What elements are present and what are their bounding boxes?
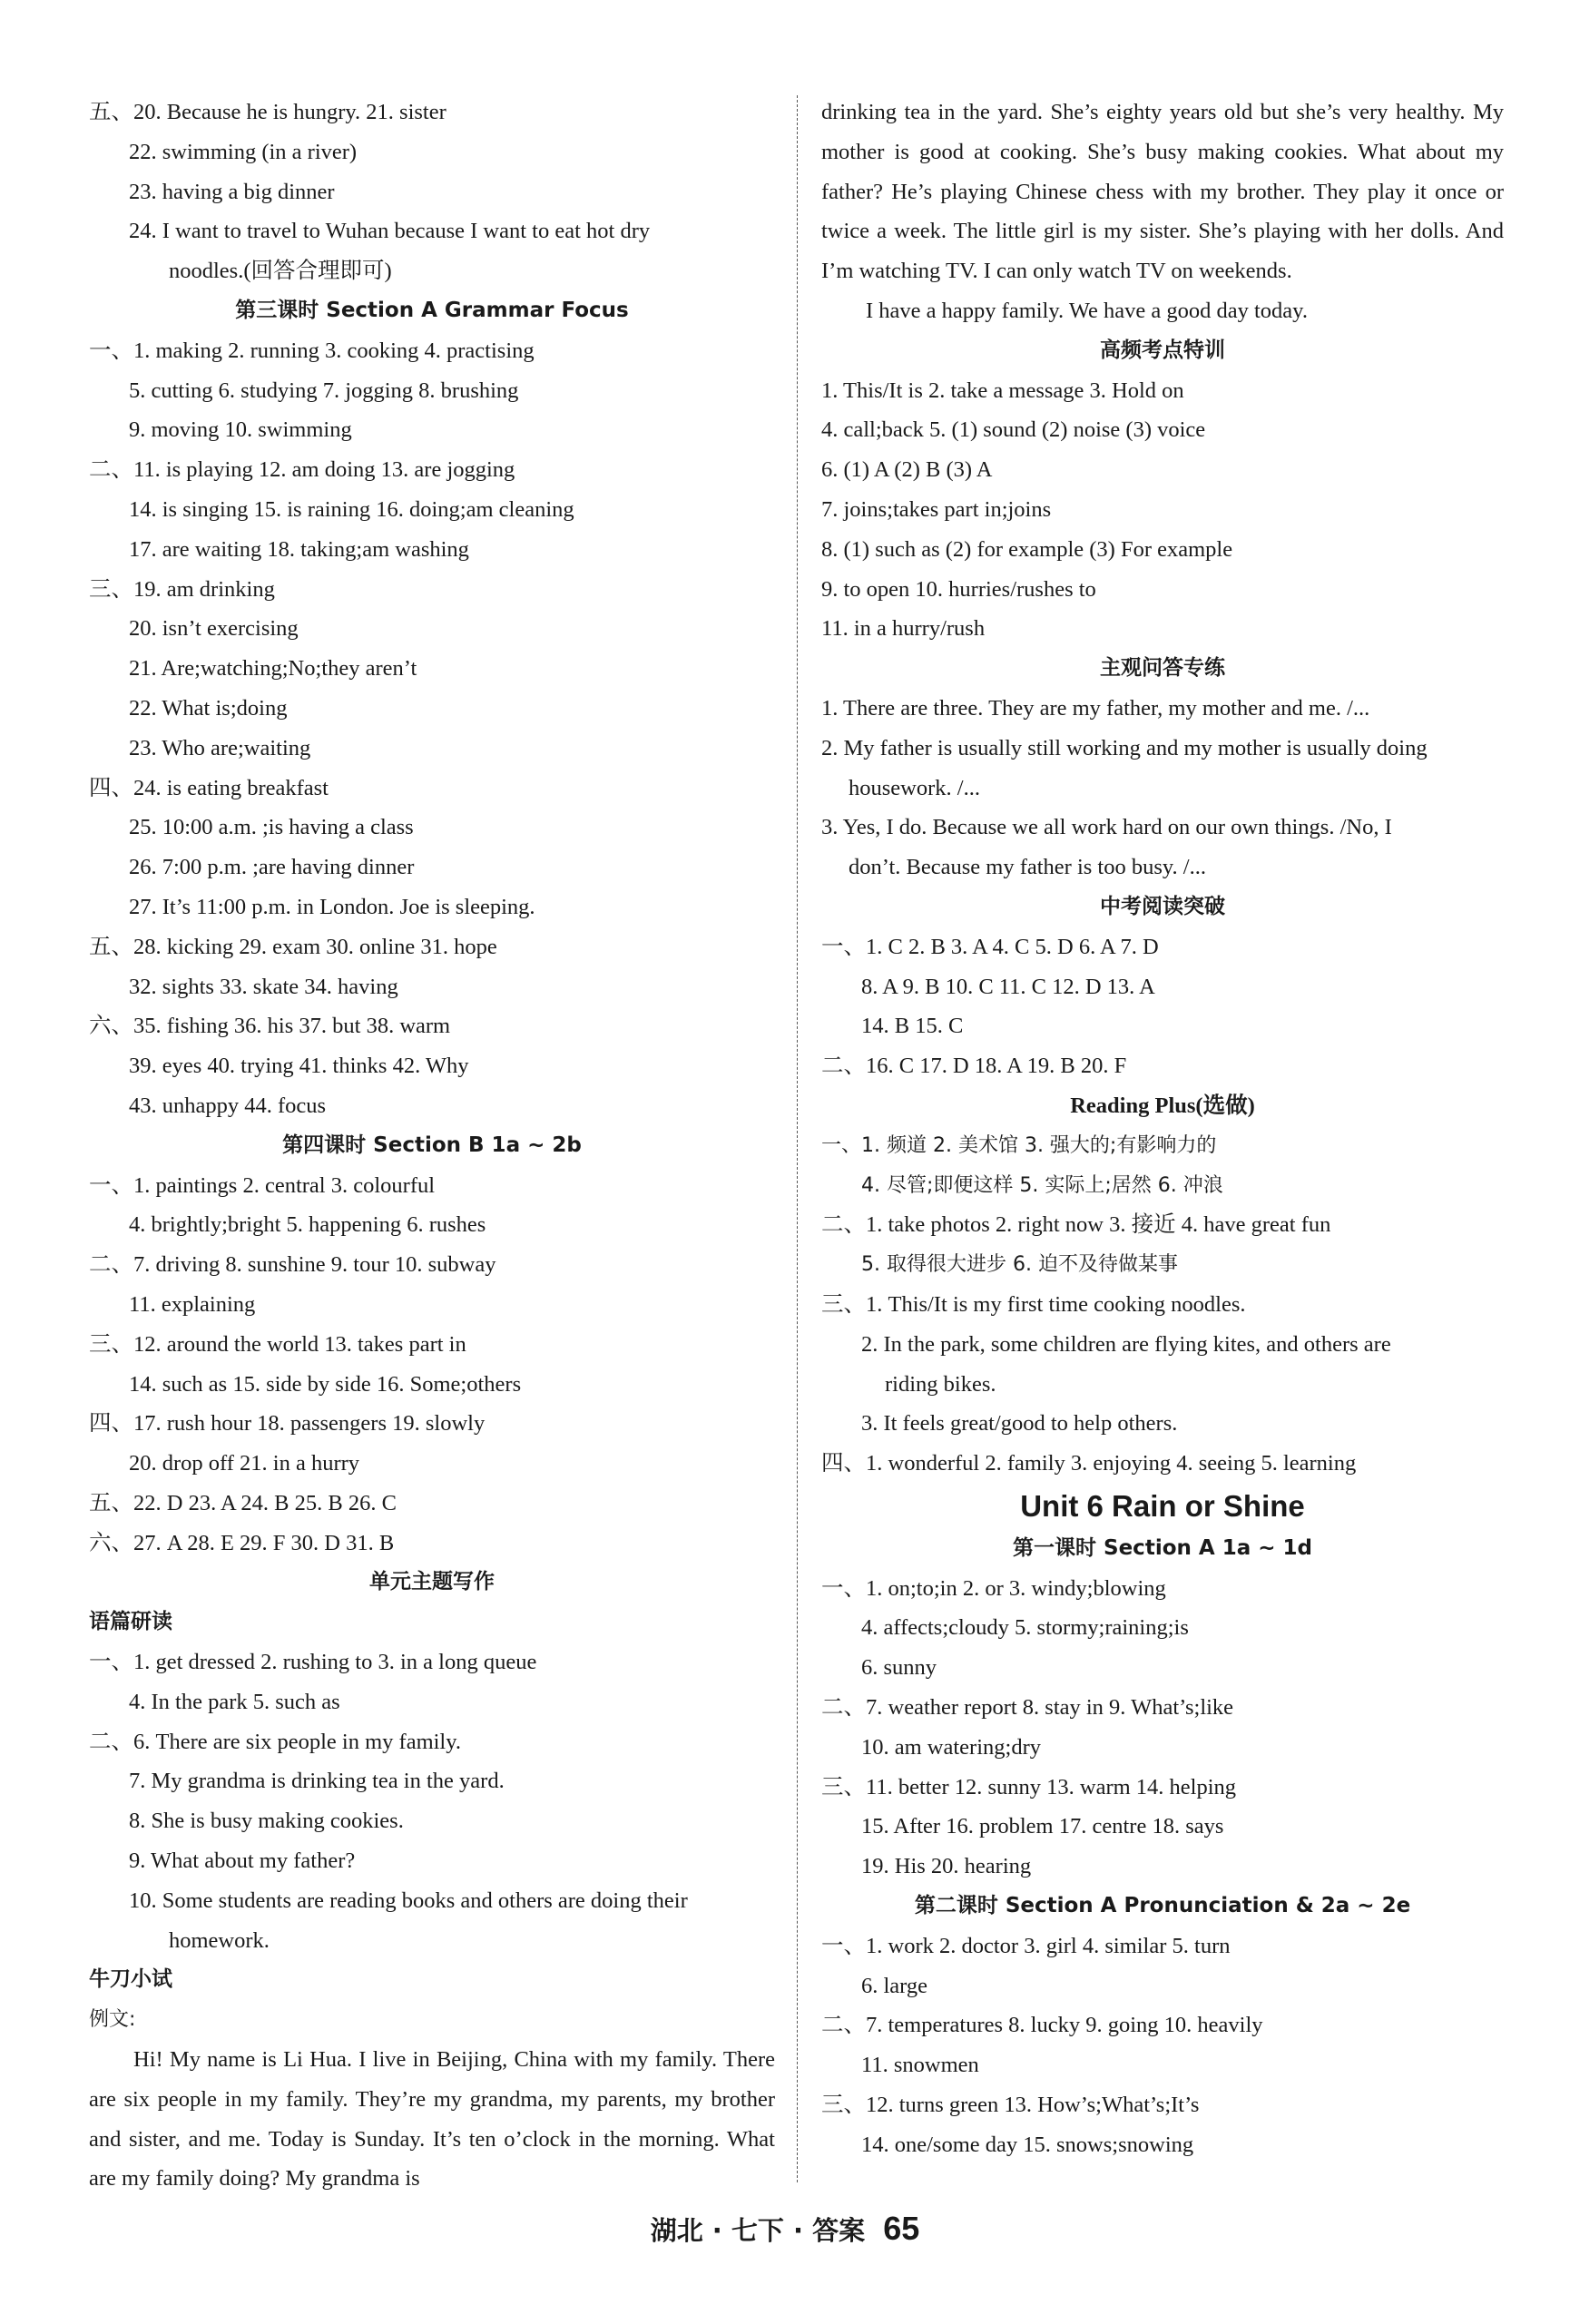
answer-line: 二、16. C 17. D 18. A 19. B 20. F xyxy=(821,1054,1127,1079)
answer-line: 6. (1) A (2) B (3) A xyxy=(821,457,993,483)
answer-line: 14. is singing 15. is raining 16. doing;am cleaning xyxy=(129,496,574,522)
sample-label: 例文: xyxy=(89,2008,136,2032)
answer-line: housework. /... xyxy=(849,775,980,800)
answer-line: 39. eyes 40. trying 41. thinks 42. Why xyxy=(129,1054,469,1079)
answer-line: 22. What is;doing xyxy=(129,695,288,721)
answer-line: 五、28. kicking 29. exam 30. online 31. hope xyxy=(89,934,497,959)
answer-line: 6. large xyxy=(861,1973,928,1998)
answer-line: 三、19. am drinking xyxy=(89,576,275,602)
answer-line: 4. In the park 5. such as xyxy=(129,1689,340,1714)
answer-line: 3. Yes, I do. Because we all work hard on our own things. /No, I xyxy=(821,815,1392,840)
answer-line: 11. explaining xyxy=(129,1291,256,1317)
answer-line: 一、1. on;to;in 2. or 3. windy;blowing xyxy=(821,1575,1166,1601)
answer-line: 22. swimming (in a river) xyxy=(129,139,358,164)
answer-line: 二、7. temperatures 8. lucky 9. going 10. heavily xyxy=(821,2013,1263,2038)
answer-line: 20. drop off 21. in a hurry xyxy=(129,1451,360,1476)
answer-line: 四、24. is eating breakfast xyxy=(89,775,329,800)
section-heading: 单元主题写作 xyxy=(369,1570,495,1594)
answer-line: 二、7. weather report 8. stay in 9. What’s;like xyxy=(821,1695,1234,1721)
answer-line: 23. having a big dinner xyxy=(129,179,335,204)
unit-title: Unit 6 Rain or Shine xyxy=(1020,1488,1305,1523)
answer-line: riding bikes. xyxy=(885,1371,996,1397)
subsection-heading: 牛刀小试 xyxy=(89,1967,172,1992)
answer-line: 26. 7:00 p.m. ;are having dinner xyxy=(129,855,415,880)
answer-line: 1. This/It is 2. take a message 3. Hold on xyxy=(821,378,1184,403)
answer-line: 一、1. C 2. B 3. A 4. C 5. D 6. A 7. D xyxy=(821,934,1159,959)
answer-line: 4. call;back 5. (1) sound (2) noise (3) voice xyxy=(821,417,1206,443)
answer-line: 7. My grandma is drinking tea in the yard. xyxy=(129,1769,505,1794)
answer-line: 8. A 9. B 10. C 11. C 12. D 13. A xyxy=(861,974,1155,999)
answer-line: 9. moving 10. swimming xyxy=(129,417,352,443)
answer-line: 三、11. better 12. sunny 13. warm 14. helping xyxy=(821,1774,1237,1799)
answer-line: 11. snowmen xyxy=(861,2053,979,2078)
answer-line: 10. am watering;dry xyxy=(861,1734,1041,1760)
page-number: 65 xyxy=(883,2210,920,2247)
answer-line: 2. In the park, some children are flying kites, and others are xyxy=(861,1331,1391,1357)
answer-line: 五、22. D 23. A 24. B 25. B 26. C xyxy=(89,1490,397,1515)
subsection-heading: 语篇研读 xyxy=(89,1610,172,1634)
answer-line: 9. to open 10. hurries/rushes to xyxy=(821,576,1096,602)
answer-line: 4. 尽管;即便这样 5. 实际上;居然 6. 冲浪 xyxy=(861,1173,1223,1197)
answer-line: 21. Are;watching;No;they aren’t xyxy=(129,656,417,682)
answer-line: 43. unhappy 44. focus xyxy=(129,1093,327,1118)
answer-line: don’t. Because my father is too busy. /... xyxy=(849,855,1206,880)
section-heading: 主观问答专练 xyxy=(1100,656,1225,681)
answer-line: 六、35. fishing 36. his 37. but 38. warm xyxy=(89,1014,451,1039)
answer-line: homework. xyxy=(169,1927,270,1953)
answer-line: 三、12. turns green 13. How’s;What’s;It’s xyxy=(821,2093,1200,2118)
answer-line: 1. There are three. They are my father, my mother and me. /... xyxy=(821,695,1370,721)
answer-line: 27. It’s 11:00 p.m. in London. Joe is sleeping. xyxy=(129,894,535,919)
page-footer xyxy=(0,2210,1570,2248)
answer-line: 14. such as 15. side by side 16. Some;others xyxy=(129,1371,522,1397)
right-column xyxy=(821,93,1504,2165)
answer-line: 8. (1) such as (2) for example (3) For example xyxy=(821,536,1233,562)
answer-line: 14. B 15. C xyxy=(861,1014,964,1039)
sample-essay-continued: drinking tea in the yard. She’s eighty years old but she’s very healthy. My mother is good at cooking. She’s busy making cookies. What about my father? He’s playing Chinese chess with my brother. They play it once or twice a week. The little girl is my sister. She’s playing with her dolls. And I’m watching TV. I can only watch TV on weekends. xyxy=(821,100,1504,284)
answer-line: 7. joins;takes part in;joins xyxy=(821,496,1052,522)
section-heading: 第二课时 Section A Pronunciation & 2a ~ 2e xyxy=(914,1894,1411,1918)
answer-line: 5. cutting 6. studying 7. jogging 8. brushing xyxy=(129,378,519,403)
answer-line: 19. His 20. hearing xyxy=(861,1854,1032,1879)
answer-line: 一、1. work 2. doctor 3. girl 4. similar 5. turn xyxy=(821,1933,1231,1958)
answer-line: 32. sights 33. skate 34. having xyxy=(129,974,398,999)
section-heading: 第三课时 Section A Grammar Focus xyxy=(235,298,629,322)
answer-line: 4. brightly;bright 5. happening 6. rushes xyxy=(129,1212,486,1238)
answer-line: 10. Some students are reading books and others are doing their xyxy=(129,1888,688,1913)
answer-line: 二、1. take photos 2. right now 3. 接近 4. have great fun xyxy=(821,1212,1331,1238)
answer-line: 一、1. making 2. running 3. cooking 4. practising xyxy=(89,338,535,363)
section-heading: 高频考点特训 xyxy=(1100,338,1225,362)
answer-line: 三、1. This/It is my first time cooking noodles. xyxy=(821,1291,1246,1317)
footer-label: 湖北 · 七下 · 答案 xyxy=(650,2215,866,2246)
sample-essay-ending: I have a happy family. We have a good day today. xyxy=(866,298,1308,323)
left-column xyxy=(89,93,775,2199)
answer-line: 23. Who are;waiting xyxy=(129,735,311,760)
answer-line: 17. are waiting 18. taking;am washing xyxy=(129,536,469,562)
section-heading: 中考阅读突破 xyxy=(1100,894,1225,918)
answer-line: 二、7. driving 8. sunshine 9. tour 10. subway xyxy=(89,1252,496,1278)
answer-line: 24. I want to travel to Wuhan because I want to eat hot dry xyxy=(129,219,651,244)
answer-line: 6. sunny xyxy=(861,1655,937,1681)
answer-line: 一、1. paintings 2. central 3. colourful xyxy=(89,1172,436,1198)
answer-line: 3. It feels great/good to help others. xyxy=(861,1411,1178,1437)
answer-line: 8. She is busy making cookies. xyxy=(129,1809,404,1834)
answer-line: 一、1. 频道 2. 美术馆 3. 强大的;有影响力的 xyxy=(821,1133,1217,1157)
section-heading: 第四课时 Section B 1a ~ 2b xyxy=(282,1133,582,1157)
answer-line: 15. After 16. problem 17. centre 18. says xyxy=(861,1814,1224,1839)
column-divider xyxy=(797,95,798,2182)
answer-line: 4. affects;cloudy 5. stormy;raining;is xyxy=(861,1615,1189,1641)
answer-line: 11. in a hurry/rush xyxy=(821,616,986,642)
answer-line: noodles.(回答合理即可) xyxy=(169,259,392,284)
answer-line: 四、1. wonderful 2. family 3. enjoying 4. seeing 5. learning xyxy=(821,1451,1357,1476)
answer-line: 5. 取得很大进步 6. 迫不及待做某事 xyxy=(861,1253,1178,1277)
answer-line: 六、27. A 28. E 29. F 30. D 31. B xyxy=(89,1530,395,1555)
answer-line: 20. isn’t exercising xyxy=(129,616,299,642)
answer-line: 二、11. is playing 12. am doing 13. are jogging xyxy=(89,457,515,483)
sample-essay: Hi! My name is Li Hua. I live in Beijing, China with my family. There are six people in my family. They’re my grandma, my parents, my brother and sister, and me. Today is Sunday. It’s ten o’clock in the morning. What are my family doing? My grandma is xyxy=(89,2047,775,2192)
answer-line: 三、12. around the world 13. takes part in xyxy=(89,1331,466,1357)
answer-line: 25. 10:00 a.m. ;is having a class xyxy=(129,815,414,840)
section-heading: 第一课时 Section A 1a ~ 1d xyxy=(1013,1535,1312,1560)
answer-line: 2. My father is usually still working and my mother is usually doing xyxy=(821,735,1428,760)
answer-line: 二、6. There are six people in my family. xyxy=(89,1729,462,1754)
answer-line: 四、17. rush hour 18. passengers 19. slowly xyxy=(89,1411,486,1437)
answer-line: 一、1. get dressed 2. rushing to 3. in a long queue xyxy=(89,1650,537,1675)
section-heading: Reading Plus(选做) xyxy=(1070,1093,1255,1118)
answer-line: 9. What about my father? xyxy=(129,1848,356,1874)
answer-line: 五、20. Because he is hungry. 21. sister xyxy=(89,100,446,124)
answer-line: 14. one/some day 15. snows;snowing xyxy=(861,2132,1194,2157)
